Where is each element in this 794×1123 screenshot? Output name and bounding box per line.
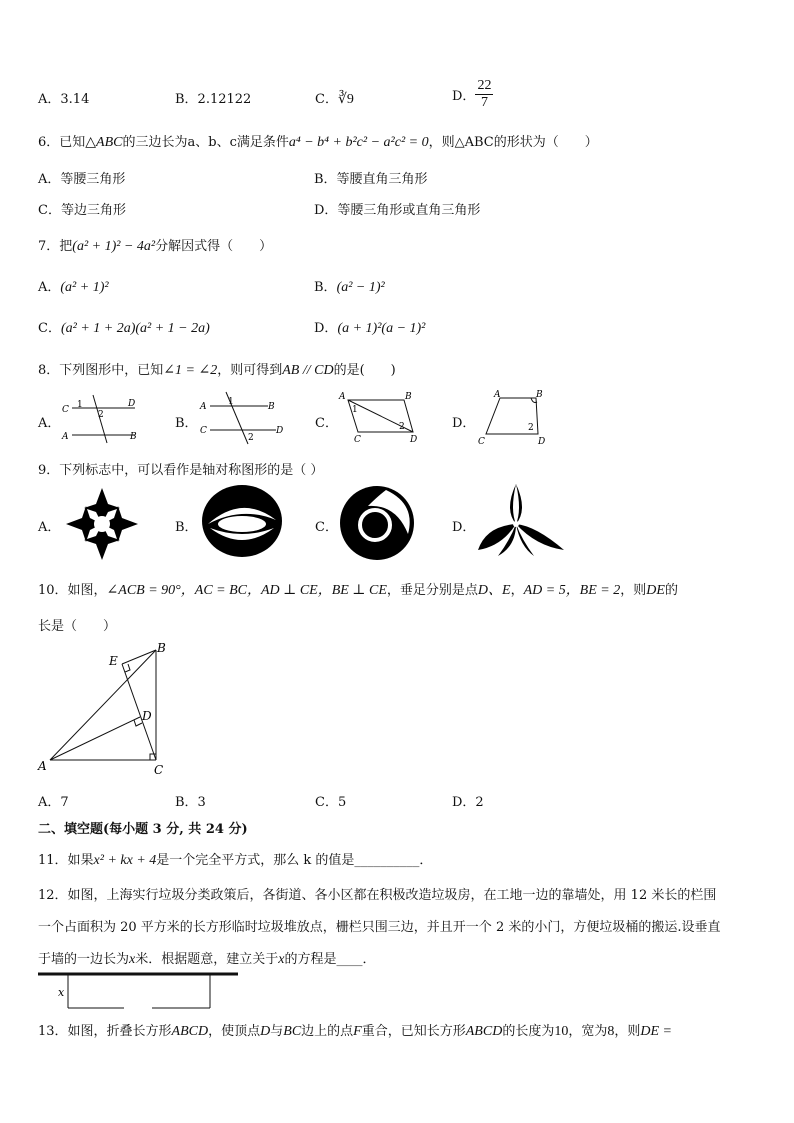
q8-figure-c [338,390,423,445]
q11-stem: 11．如果x² + kx + 4是一个完全平方式，那么 k 的值是__________． [38,853,433,868]
q9-logo-a [62,484,142,564]
svg-text:E: E [109,654,118,668]
q9-option-b: B． [175,520,198,535]
q10-option-c: C．5 [315,795,347,810]
q7-option-d: D．(a + 1)²(a − 1)² [314,321,426,336]
q5-option-d: D． $\frac{22}{7}$ [452,78,492,110]
q8-option-a: A． [38,416,61,431]
svg-text:2: 2 [98,410,104,420]
svg-text:C: C [478,437,485,447]
svg-text:B: B [405,392,412,402]
q13-stem: 13．如图，折叠长方形ABCD，使顶点D与BC边上的点F重合，已知长方形ABCD的长度为10，宽为8，则DE = [38,1024,672,1039]
q9-logo-d [476,480,566,560]
q12-line1: 12．如图，上海实行垃圾分类政策后，各街道、各小区都在积极改造垃圾房，在工地一边的靠墙处，用 12 米长的栏围 [38,888,717,903]
q6-stem: 6．已知△ABC的三边长为a、b、c满足条件a⁴ − b⁴ + b²c² − a²c² = 0，则△ABC的形状为（ ） [38,135,598,150]
svg-text:B: B [268,402,275,412]
svg-text:A: A [339,392,346,402]
q10-stem-line1: 10．如图，∠ACB = 90°，AC = BC，AD ⊥ CE，BE ⊥ CE，垂足分别是点D、E，AD = 5，BE = 2，则DE的 [38,583,678,598]
svg-text:C: C [154,763,164,777]
svg-text:A: A [200,402,207,412]
q10-figure [36,642,176,777]
svg-text:C: C [62,405,69,415]
q8-figure-b [198,390,288,445]
q5-option-c: C．∛9 [315,92,354,107]
q9-logo-b [200,484,284,559]
svg-text:D: D [410,435,418,445]
q9-stem: 9．下列标志中，可以看作是轴对称图形的是（ ） [38,463,324,478]
q12-line3: 于墙的一边长为x米．根据题意，建立关于x的方程是____． [38,952,376,967]
q5-option-a: A．3.14 [38,92,90,107]
q10-option-d: D．2 [452,795,484,810]
svg-text:2: 2 [528,423,534,433]
q7-option-a: A．(a² + 1)² [38,280,109,295]
q9-option-c: C． [315,520,338,535]
q6-option-b: B．等腰直角三角形 [314,172,428,187]
q7-stem: 7．把(a² + 1)² − 4a²分解因式得（ ） [38,239,273,254]
svg-text:B: B [130,432,137,442]
q8-option-c: C． [315,416,338,431]
svg-text:D: D [142,709,152,723]
svg-text:D: D [538,437,546,447]
svg-text:D: D [128,399,136,409]
q8-stem: 8．下列图形中，已知∠1 = ∠2，则可得到AB // CD的是( ) [38,363,396,378]
q8-option-d: D． [452,416,476,431]
q10-option-b: B．3 [175,795,206,810]
q9-logo-c [338,484,416,562]
svg-text:1: 1 [228,397,234,407]
q6-option-a: A．等腰三角形 [38,172,126,187]
svg-text:C: C [200,426,207,436]
svg-text:2: 2 [399,422,405,432]
q8-figure-d [476,388,556,446]
q7-option-b: B．(a² − 1)² [314,280,385,295]
svg-text:C: C [354,435,361,445]
q6-option-c: C．等边三角形 [38,203,126,218]
svg-text:1: 1 [77,400,83,410]
q5-option-b: B．2.12122 [175,92,252,107]
q8-figure-a [60,393,140,443]
section-title-fill-in: 二、填空题(每小题 3 分, 共 24 分) [38,822,248,837]
svg-text:B: B [157,641,166,655]
svg-text:A: A [494,390,501,400]
q10-option-a: A．7 [38,795,69,810]
q12-figure [38,970,248,1015]
svg-text:1: 1 [352,405,358,415]
svg-text:D: D [276,426,284,436]
q8-option-b: B． [175,416,198,431]
q6-option-d: D．等腰三角形或直角三角形 [314,203,481,218]
q10-stem-line2: 长是（ ） [38,619,117,634]
q12-line2: 一个占面积为 20 平方米的长方形临时垃圾堆放点，栅栏只围三边，并且开一个 2 米的小门，方便垃圾桶的搬运.设垂直 [38,920,721,935]
svg-text:x: x [58,986,65,999]
q9-option-d: D． [452,520,476,535]
svg-text:A: A [62,432,69,442]
svg-text:2: 2 [248,433,254,443]
svg-text:B: B [536,390,543,400]
q7-option-c: C．(a² + 1 + 2a)(a² + 1 − 2a) [38,321,210,336]
q9-option-a: A． [38,520,61,535]
svg-text:A: A [38,759,47,773]
